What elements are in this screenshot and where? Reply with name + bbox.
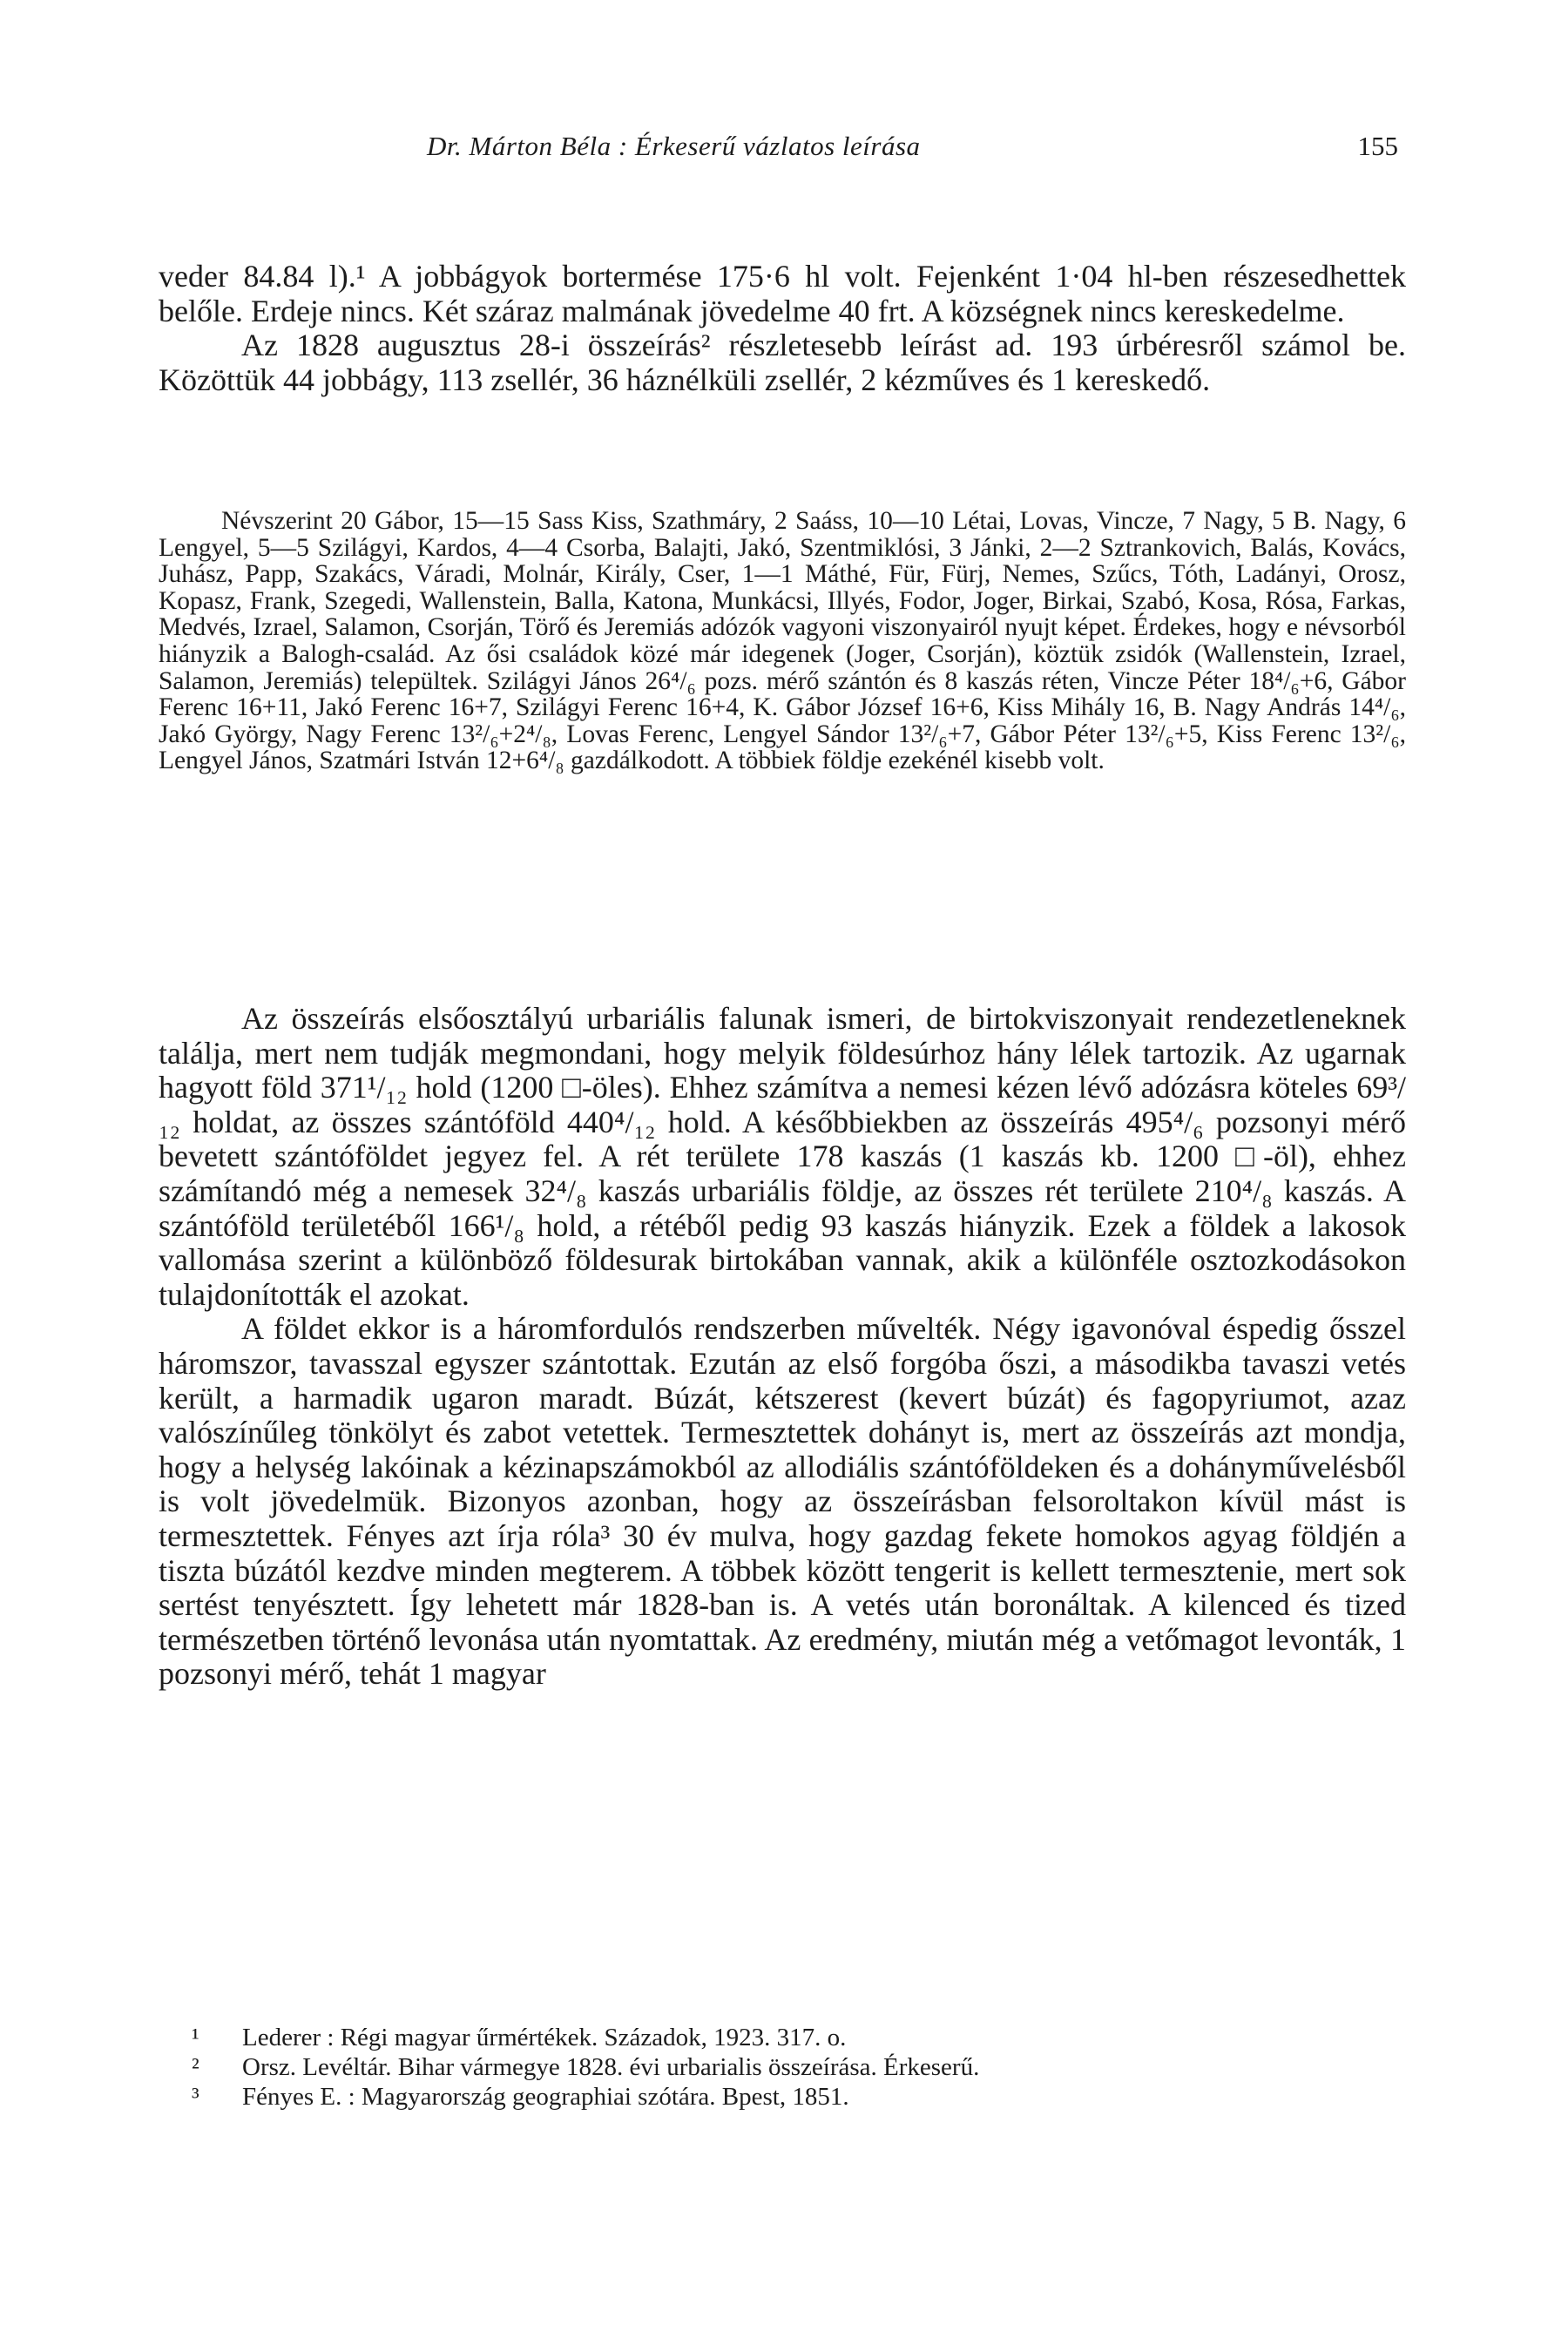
- paragraph-1828-census: Az 1828 augusztus 28-i összeírás² részletesebb leírást ad. 193 úrbéresről számol be. Közöttük 44 jobbágy, 113 zsellér, 36 háznélküli zsellér, 2 kézműves és 1 kereskedő.: [159, 328, 1406, 397]
- running-head: Dr. Márton Béla : Érkeserű vázlatos leírása: [427, 131, 921, 161]
- paragraph-name-list: Névszerint 20 Gábor, 15—15 Sass Kiss, Szathmáry, 2 Saáss, 10—10 Létai, Lovas, Vincze, 7 Nagy, 5 B. Nagy, 6 Lengyel, 5—5 Szilágyi, Kardos, 4—4 Csorba, Balajti, Jakó, Szentmiklósi, 3 Jánki, 2—2 Sztrankovich, Balás, Kovács, Juhász, Papp, Szakács, Váradi, Molnár, Király, Cser, 1—1 Máthé, Für, Fürj, Nemes, Szűcs, Tóth, Ladányi, Orosz, Kopasz, Frank, Szegedi, Wallenstein, Balla, Katona, Munkácsi, Illyés, Fodor, Joger, Birkai, Szabó, Kosa, Rósa, Farkas, Medvés, Izrael, Salamon, Csorján, Törő és Jeremiás adózók vagyoni viszonyairól nyujt képet. Érdekes, hogy e névsorból hiányzik a Balogh-család. Az ősi családok közé már idegenek (Joger, Csorján), köztük zsidók (Wallenstein, Izrael, Salamon, Jeremiás) települtek. Szilágyi János 26⁴/₆ pozs. mérő szántón és 8 kaszás réten, Vincze Péter 18⁴/₆+6, Gábor Ferenc 16+11, Jakó Ferenc 16+7, Szilágyi Ferenc 16+4, K. Gábor József 16+6, Kiss Mihály 16, B. Nagy András 14⁴/₆, Jakó György, Nagy Ferenc 13²/₆+2⁴/₈, Lovas Ferenc, Lengyel Sándor 13²/₆+7, Gábor Péter 13²/₆+5, Kiss Ferenc 13²/₆, Lengyel János, Szatmári István 12+6⁴/₈ gazdálkodott. A többiek földje ezekénél kisebb volt.: [159, 507, 1406, 775]
- footnotes: [192, 2023, 1411, 2112]
- body-text-bottom: [159, 1002, 1406, 1692]
- footnote-number: ¹: [192, 2024, 199, 2051]
- footnote-text: Orsz. Levéltár. Bihar vármegye 1828. évi urbarialis összeírása. Érkeserű.: [242, 2053, 980, 2081]
- footnote: [192, 2023, 1411, 2052]
- page-number: 155: [1357, 131, 1398, 161]
- paragraph-farming: A földet ekkor is a háromfordulós rendszerben művelték. Négy igavonóval éspedig ősszel háromszor, tavasszal egyszer szántottak. Ezután az első forgóba őszi, a másodikba tavaszi vetés került, a harmadik ugaron maradt. Búzát, kétszerest (kevert búzát) és fagopyriumot, azaz valószínűleg tönkölyt és zabot vetettek. Termesztettek dohányt is, mert az összeírás azt mondja, hogy a helység lakóinak a kézinapszámokból az allodiális szántóföldeken és a dohányművelésből is volt jövedelmük. Bizonyos azonban, hogy az összeírásban felsoroltakon kívül mást is termesztettek. Fényes azt írja róla³ 30 év mulva, hogy gazdag fekete homokos agyag földjén a tiszta búzától kezdve minden megterem. A többek között tengerit is kellett termesztenie, mert sok sertést tenyésztett. Így lehetett már 1828-ban is. A vetés után boronáltak. A kilenced és tized természetben történő levonása után nyomtattak. Az eredmény, miután még a vetőmagot levonták, 1 pozsonyi mérő, tehát 1 magyar: [159, 1311, 1406, 1692]
- paragraph-opening: veder 84.84 l).¹ A jobbágyok bortermése 175·6 hl volt. Fejenként 1·04 hl-ben részesedhettek belőle. Erdeje nincs. Két száraz malmának jövedelme 40 frt. A községnek nincs kereskedelme.: [159, 259, 1406, 328]
- footnote-number: ³: [192, 2083, 199, 2111]
- paragraph-land-ownership: Az összeírás elsőosztályú urbariális falunak ismeri, de birtokviszonyait rendezetleneknek találja, mert nem tudják megmondani, hogy melyik földesúrhoz hány lélek tartozik. Az ugarnak hagyott föld 371¹/₁₂ hold (1200 □-öles). Ehhez számítva a nemesi kézen lévő adózásra köteles 69³/₁₂ holdat, az összes szántóföld 440⁴/₁₂ hold. A későbbiekben az összeírás 495⁴/₆ pozsonyi mérő bevetett szántóföldet jegyez fel. A rét területe 178 kaszás (1 kaszás kb. 1200 □-öl), ehhez számítandó még a nemesek 32⁴/₈ kaszás urbariális földje, az összes rét területe 210⁴/₈ kaszás. A szántóföld területéből 166¹/₈ hold, a rétéből pedig 93 kaszás hiányzik. Ezek a földek a lakosok vallomása szerint a különböző földesurak birtokában vannak, akik a különféle osztozkodásokon tulajdonították el azokat.: [159, 1001, 1406, 1312]
- footnote-text: Fényes E. : Magyarország geographiai szótára. Bpest, 1851.: [242, 2083, 849, 2111]
- body-text-top: [159, 260, 1406, 397]
- page-header: [157, 131, 1398, 174]
- small-print-block: [159, 508, 1406, 774]
- footnote-number: ²: [192, 2053, 199, 2081]
- footnote: [192, 2082, 1411, 2112]
- footnote: [192, 2052, 1411, 2082]
- footnote-text: Lederer : Régi magyar űrmértékek. Századok, 1923. 317. o.: [242, 2024, 847, 2051]
